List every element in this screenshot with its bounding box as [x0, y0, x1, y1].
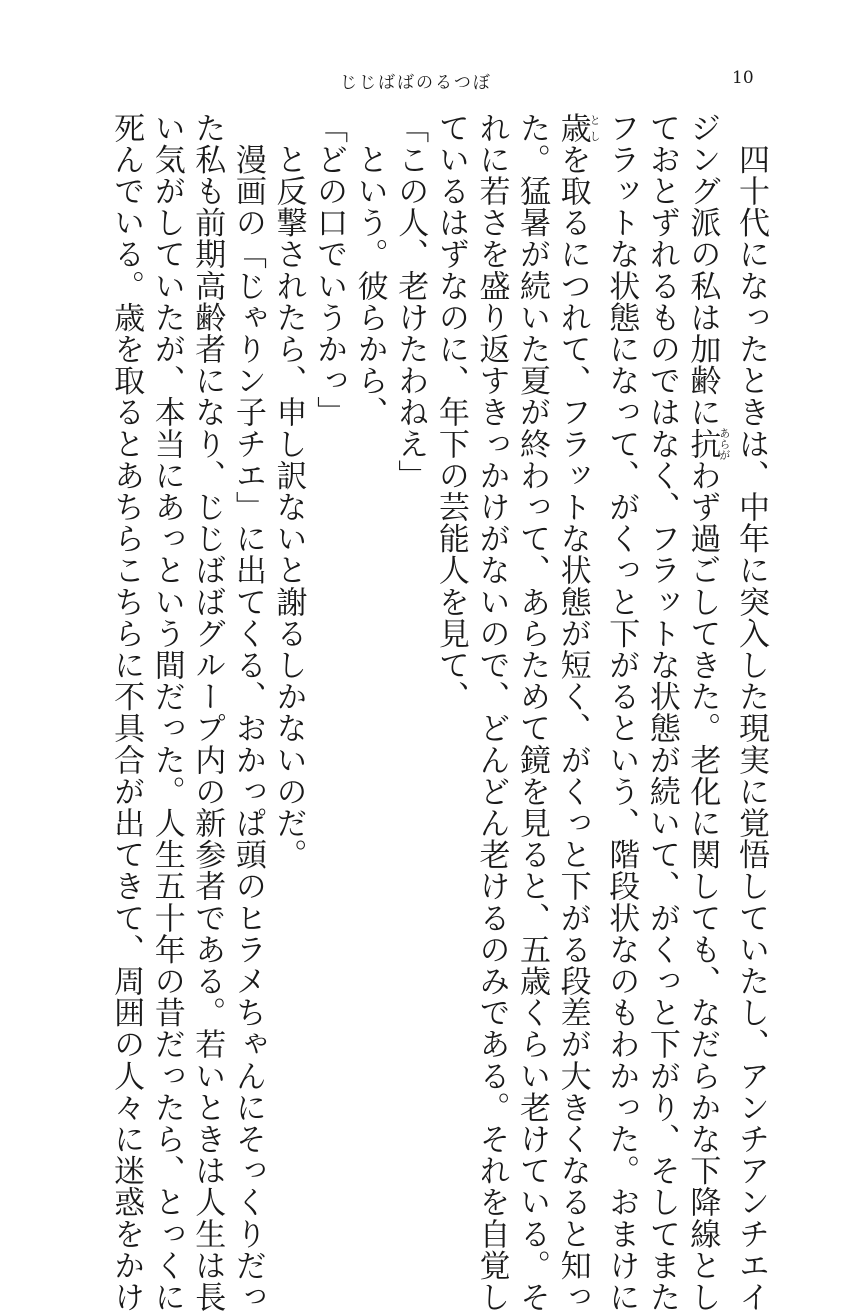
- text-segment: と反撃されたら、申し訳ないと謝るしかないのだ。: [270, 112, 307, 871]
- text-segment: ジング派の私は加齢に: [684, 112, 721, 428]
- text-segment: た私も前期高齢者になり、じじばばグループ内の新参者である。若いときは人生は長: [189, 112, 226, 1313]
- text-line: [682, 112, 731, 1313]
- text-segment: れに若さを盛り返すきっかけがないので、どんどん老けるのみである。それを自覚し: [473, 112, 510, 1313]
- text-line: [641, 112, 682, 1313]
- ruby-base: 抗: [684, 427, 721, 461]
- text-line: [552, 112, 602, 1313]
- ruby-base: 歳: [554, 112, 591, 144]
- page-number: 10: [732, 68, 754, 88]
- text-line: [106, 112, 147, 1313]
- ruby-annotation: [554, 112, 602, 144]
- text-segment: い気がしていたが、本当にあっという間だった。人生五十年の昔だったら、とっくに: [148, 112, 185, 1313]
- text-segment: を取るにつれて、フラットな状態が短く、がくっと下がる段差が大きくなると知っ: [554, 143, 591, 1313]
- text-line: [146, 112, 187, 1313]
- ruby-reading: あらが: [717, 427, 731, 461]
- text-line: [187, 112, 228, 1313]
- text-segment: フラットな状態になって、がくっと下がるという、階段状なのもわかった。おまけに: [603, 112, 640, 1313]
- text-segment: ておとずれるものではなく、フラットな状態が続いて、がくっと下がり、そしてまた: [643, 112, 680, 1313]
- body-text: [106, 112, 772, 1313]
- text-line: [471, 112, 512, 1313]
- text-line: [308, 112, 349, 1122]
- text-line: [268, 112, 309, 1122]
- text-segment: 漫画の「じゃりン子チエ」に出てくる、おかっぱ頭のヒラメちゃんにそっくりだっ: [229, 112, 266, 1313]
- dialogue-line: 「この人、老けたわねえ」: [392, 112, 429, 492]
- text-line: [511, 112, 552, 1313]
- text-segment: 四十代になったときは、中年に突入した現実に覚悟していたし、アンチアンチエイ: [733, 112, 769, 1313]
- text-segment: という。彼らから、: [351, 112, 388, 428]
- text-line: [390, 112, 431, 1122]
- text-line: [601, 112, 642, 1313]
- text-line: [730, 112, 771, 1313]
- text-line: [227, 112, 268, 1313]
- text-line: [349, 112, 390, 1122]
- running-title: じじばばのるつぼ: [340, 73, 492, 93]
- text-segment: 死んでいる。歳を取るとあちらこちらに不具合が出てきて、周囲の人々に迷惑をかけ: [108, 112, 145, 1313]
- ruby-annotation: [684, 427, 731, 461]
- text-segment: た。猛暑が続いた夏が終わって、あらためて鏡を見ると、五歳くらい老けている。そ: [514, 112, 551, 1313]
- text-line: [430, 112, 471, 1122]
- dialogue-line: 「どの口でいうかっ」: [311, 112, 348, 428]
- text-segment: ているはずなのに、年下の芸能人を見て、: [432, 112, 469, 713]
- ruby-reading: とし: [588, 112, 602, 144]
- text-segment: わず過ごしてきた。老化に関しても、なだらかな下降線とし: [684, 459, 721, 1313]
